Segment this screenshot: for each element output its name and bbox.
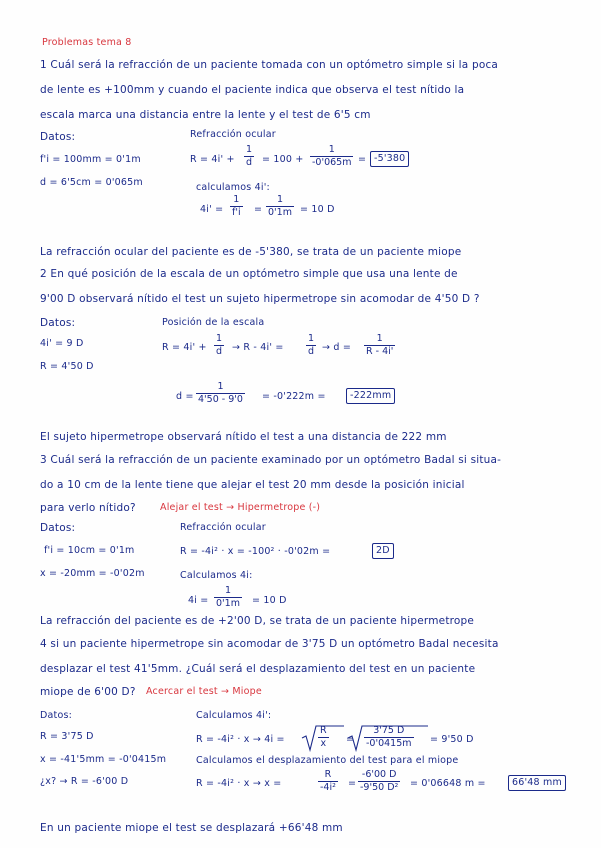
p1-calc: calculamos 4i': [196, 182, 270, 193]
p2-eq1-b: → R - 4i' = [232, 342, 284, 353]
p4-sqrt-1: $\frac{R}{x}$ [320, 725, 327, 749]
p1-eq1-b: = 100 + [262, 154, 304, 165]
p1-eq1-c: = [358, 154, 367, 165]
p2-answer: -222mm [346, 388, 395, 404]
p1-data-1: f'i = 100mm = 0'1m [40, 154, 141, 165]
p3-eq1: R = -4i² · x = -100² · -0'02m = [180, 546, 331, 557]
p2-heading: Posición de la escala [162, 317, 265, 328]
p4-question-line-3: miope de 6'00 D? [40, 686, 136, 698]
p1-question-line-2: de lente es +100mm y cuando el paciente indica que observa el test nítido la [40, 84, 465, 96]
p3-answer: 2D [372, 543, 394, 559]
p2-eq2-a: d = [176, 391, 194, 402]
p3-data-1: f'i = 10cm = 0'1m [44, 545, 135, 556]
p4-sqrt-2: $\frac{3'75 D}{-0'0415m}$ [366, 725, 412, 749]
p2-frac-c: $\frac{1}{R - 4i'}$ [366, 333, 394, 357]
p1-frac-2: $\frac{1}{-0'065m}$ [312, 144, 352, 168]
p3-datos-label: Datos: [40, 522, 76, 534]
p4-data-1: R = 3'75 D [40, 731, 94, 742]
p1-conclusion: La refracción ocular del paciente es de -5'380, se trata de un paciente miope [40, 246, 462, 258]
p2-datos-label: Datos: [40, 317, 76, 329]
p2-frac-2: $\frac{1}{4'50 - 9'0}$ [198, 381, 243, 405]
p1-answer: -5'380 [370, 151, 409, 167]
p2-data-1: 4i' = 9 D [40, 338, 84, 349]
p4-question-line-1: 4 si un paciente hipermetrope sin acomodar de 3'75 D un optómetro Badal necesita [40, 638, 499, 650]
p1-frac-1: $\frac{1}{d}$ [246, 144, 253, 168]
p2-question-line-1: 2 En qué posición de la escala de un optómetro simple que usa una lente de [40, 268, 458, 280]
p3-frac-1: $\frac{1}{0'1m}$ [216, 585, 240, 609]
p2-frac-b: $\frac{1}{d}$ [308, 333, 315, 357]
p4-data-2: x = -41'5mm = -0'0415m [40, 754, 167, 765]
p1-frac-4: $\frac{1}{0'1m}$ [268, 194, 292, 218]
p4-eq2-c: = 0'06648 m = [410, 778, 486, 789]
p1-datos-label: Datos: [40, 131, 76, 143]
p3-eq2-b: = 10 D [252, 595, 287, 606]
p1-question-line-3: escala marca una distancia entre la lente y el test de 6'5 cm [40, 109, 371, 121]
p4-frac-1: $\frac{R}{\text{-4i²}}$ [320, 769, 336, 793]
p3-question-line-3: para verlo nítido? [40, 502, 136, 514]
p2-eq2-b: = -0'222m = [262, 391, 326, 402]
p4-note: Acercar el test → Miope [146, 686, 262, 697]
page-title: Problemas tema 8 [42, 37, 132, 48]
p3-data-2: x = -20mm = -0'02m [40, 568, 145, 579]
p3-eq2-a: 4i = [188, 595, 209, 606]
p4-eq2-b: = [348, 778, 357, 789]
p1-data-2: d = 6'5cm = 0'065m [40, 177, 143, 188]
p4-calc2: Calculamos el desplazamiento del test para el miope [196, 755, 459, 766]
p4-frac-2: $\frac{-6'00 D}{\text{-9'50 D²}}$ [360, 769, 399, 793]
p4-question-line-2: desplazar el test 41'5mm. ¿Cuál será el desplazamiento del test en un paciente [40, 663, 476, 675]
p1-frac-3: $\frac{1}{f'i}$ [232, 194, 241, 218]
p2-eq1-c: → d = [322, 342, 351, 353]
sqrt-signs [300, 724, 560, 754]
p3-calc: Calculamos 4i: [180, 570, 253, 581]
p4-conclusion: En un paciente miope el test se desplazará +66'48 mm [40, 822, 343, 834]
p1-heading: Refracción ocular [190, 129, 276, 140]
p2-conclusion: El sujeto hipermetrope observará nítido el test a una distancia de 222 mm [40, 431, 447, 443]
p4-eq2: R = -4i² · x → x = [196, 778, 282, 789]
p1-eq2-b: = [254, 204, 263, 215]
p3-question-line-2: do a 10 cm de la lente tiene que alejar el test 20 mm desde la posición inicial [40, 479, 465, 491]
p3-heading: Refracción ocular [180, 522, 266, 533]
p4-calc: Calculamos 4i': [196, 710, 272, 721]
p4-data-3: ¿x? → R = -6'00 D [40, 776, 129, 787]
p4-eq1-b: = [346, 734, 355, 745]
p2-frac-a: $\frac{1}{d}$ [216, 333, 223, 357]
p3-conclusion: La refracción del paciente es de +2'00 D, se trata de un paciente hipermetrope [40, 615, 475, 627]
p4-eq1: R = -4i² · x → 4i = [196, 734, 285, 745]
p1-question-line-1: 1 Cuál será la refracción de un paciente tomada con un optómetro simple si la poca [40, 59, 499, 71]
p2-question-line-2: 9'00 D observará nítido el test un sujeto hipermetrope sin acomodar de 4'50 D ? [40, 293, 480, 305]
p1-eq2-c: = 10 D [300, 204, 335, 215]
p1-eq2-a: 4i' = [200, 204, 224, 215]
p1-eq1-a: R = 4i' + [190, 154, 235, 165]
p3-question-line-1: 3 Cuál será la refracción de un paciente examinado por un optómetro Badal si situa- [40, 454, 502, 466]
p2-data-2: R = 4'50 D [40, 361, 94, 372]
p2-eq1-a: R = 4i' + [162, 342, 207, 353]
p3-note: Alejar el test → Hipermetrope (-) [160, 502, 321, 513]
p4-answer: 66'48 mm [508, 775, 566, 791]
p4-eq1-c: = 9'50 D [430, 734, 474, 745]
p4-datos-label: Datos: [40, 710, 73, 721]
